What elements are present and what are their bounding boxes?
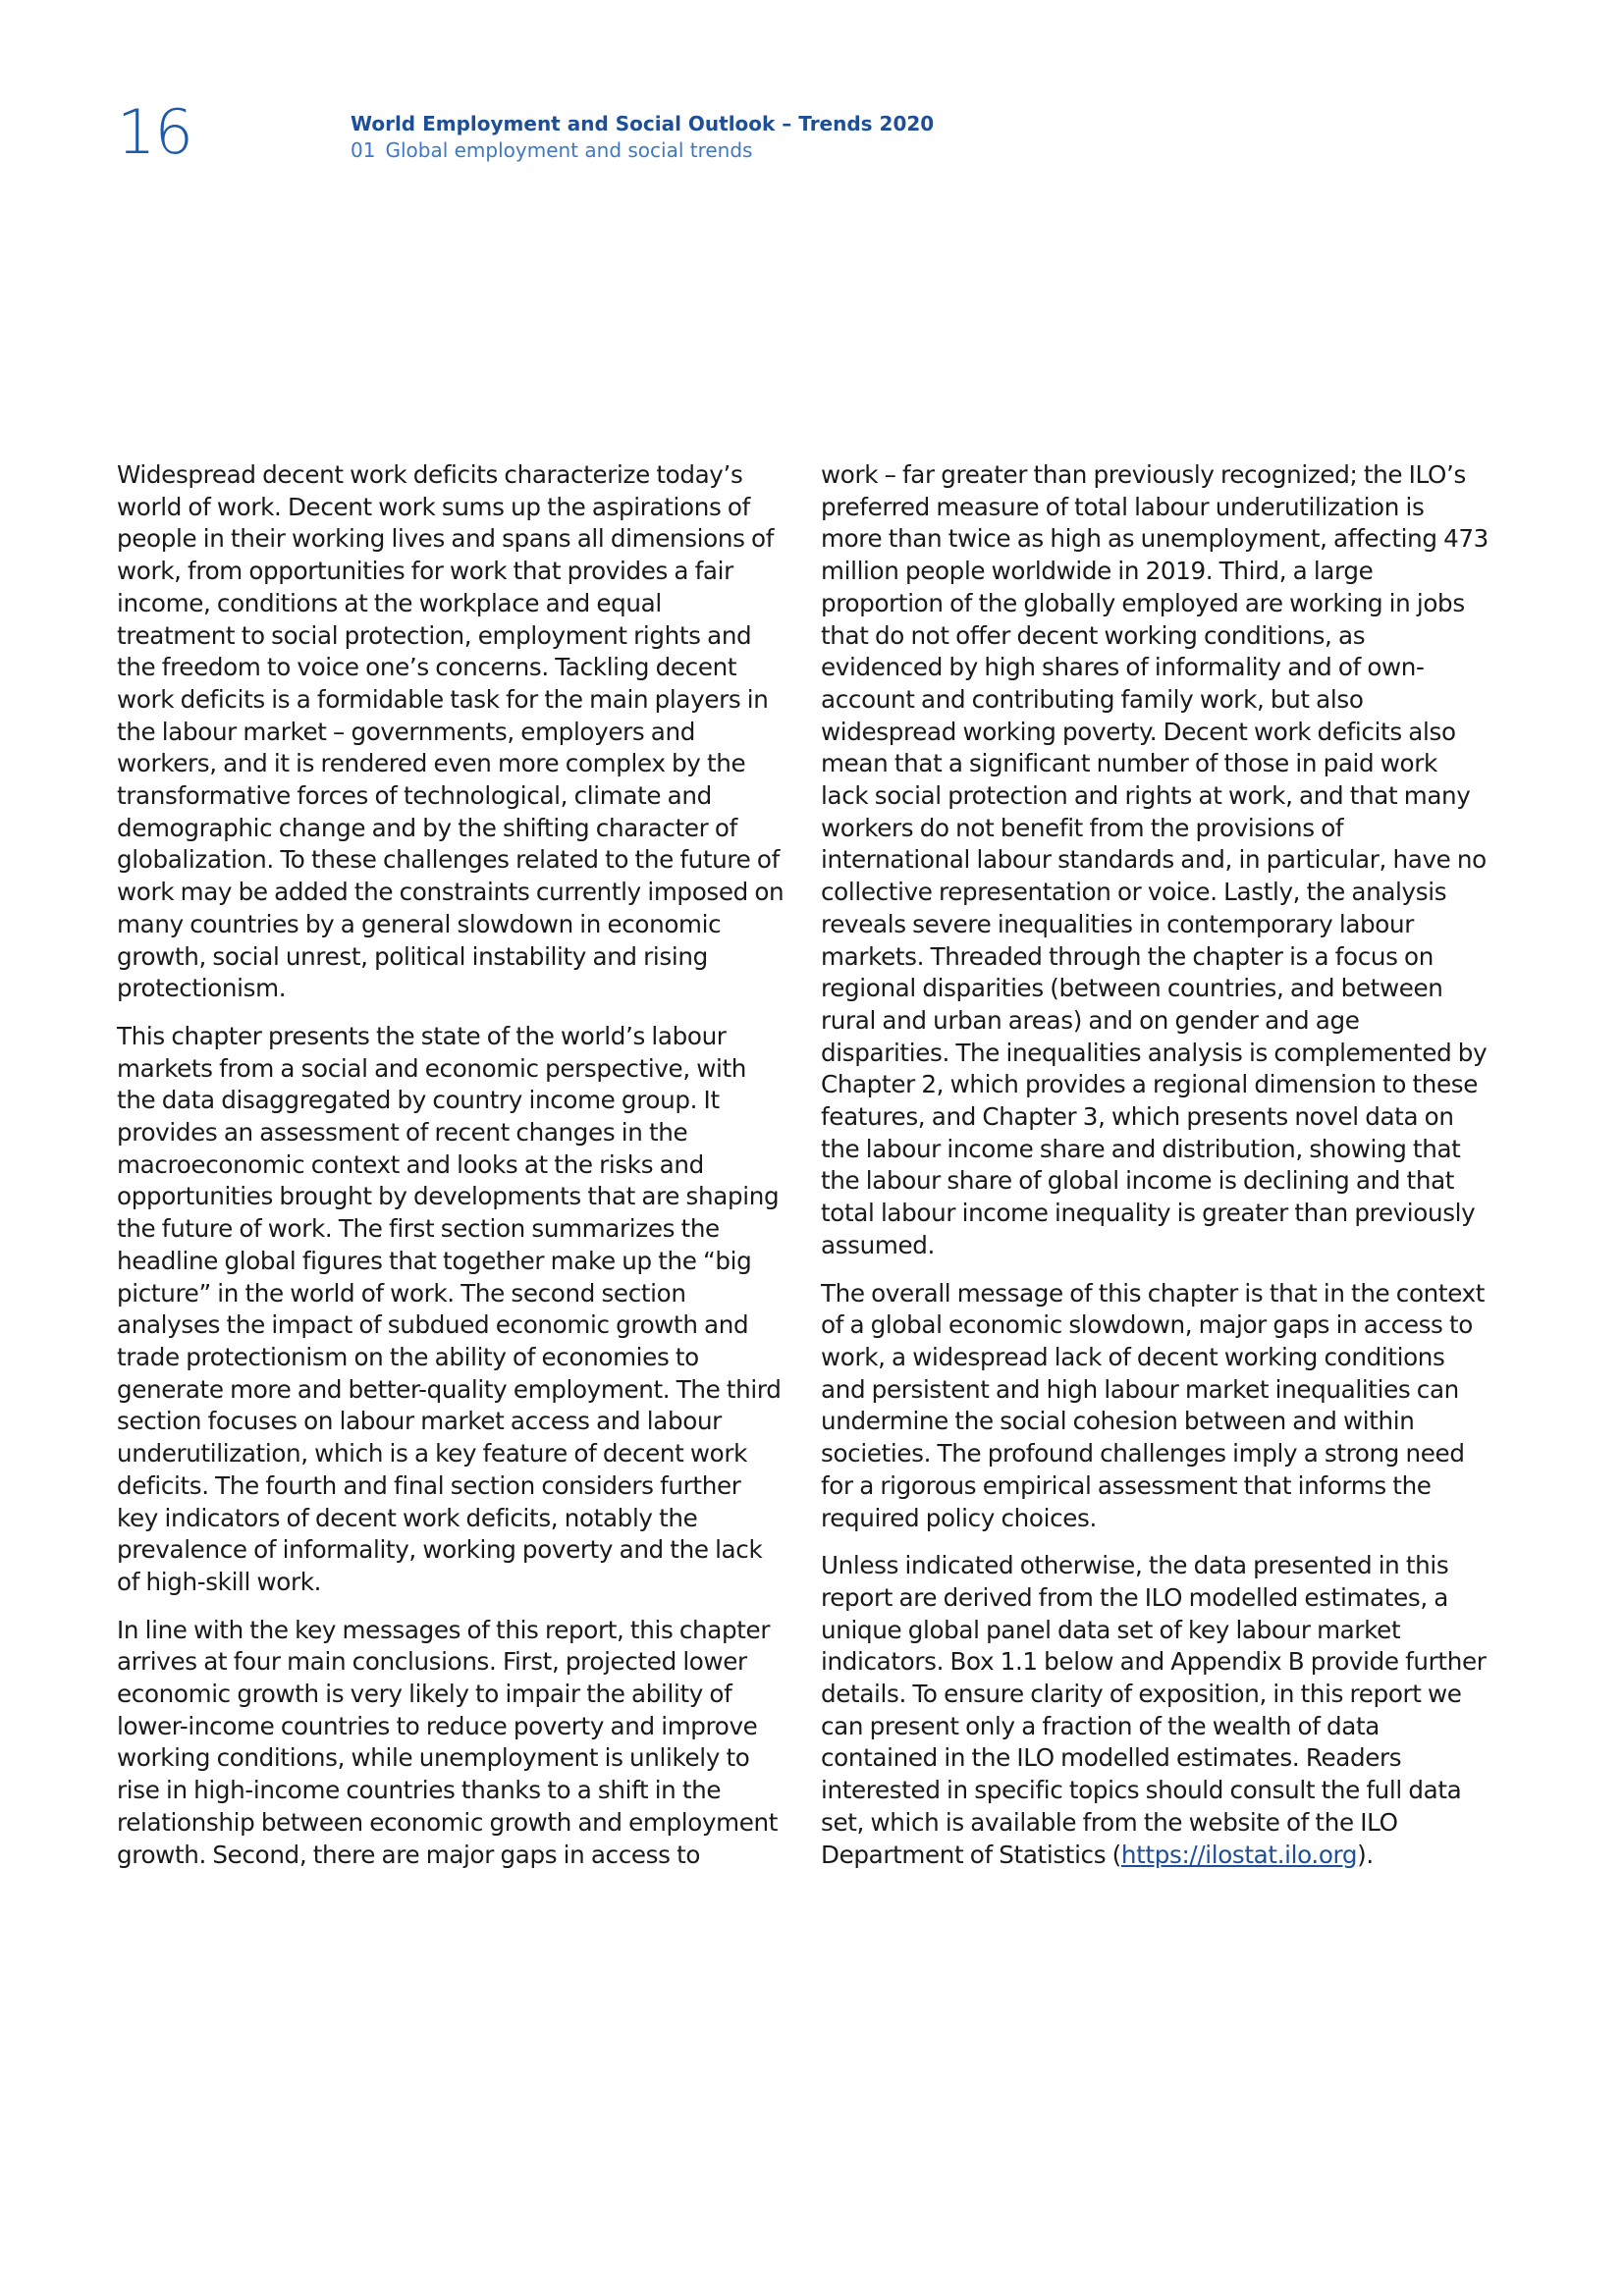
chapter-number: 01 xyxy=(351,138,376,162)
body-paragraph: work – far greater than previously recognized; the ILO’s preferred measure of total labour underutilization is more than twice as high as unemployment, affecting 473 million people worldwide in 2019. Third, a large proportion of the globally employed are working in jobs that do not offer decent working conditions, as evidenced by high shares of informality and of own-account and contributing family work, but also widespread working poverty. Decent work deficits also mean that a significant number of those in paid work lack social protection and rights at work, and that many workers do not benefit from the provisions of international labour standards and, in particular, have no collective representation or voice. Lastly, the analysis reveals severe inequalities in contemporary labour markets. Threaded through the chapter is a focus on regional disparities (between countries, and between rural and urban areas) and on gender and age disparities. The inequalities analysis is complemented by Chapter 2, which provides a regional dimension to these features, and Chapter 3, which presents novel data on the labour income share and distribution, showing that the labour share of global income is declining and that total labour income inequality is greater than previously assumed. xyxy=(821,460,1489,1259)
body-paragraph xyxy=(821,1550,1489,1871)
chapter-title: Global employment and social trends xyxy=(385,138,753,162)
body-paragraph: Widespread decent work deficits characterize today’s world of work. Decent work sums up the aspirations of people in their working lives and spans all dimensions of work, from opportunities for work that provides a fair income, conditions at the workplace and equal treatment to social protection, employment rights and the freedom to voice one’s concerns. Tackling decent work deficits is a formidable task for the main players in the labour market – governments, employers and workers, and it is rendered even more complex by the transformative forces of technological, climate and demographic change and by the shifting character of globalization. To these challenges related to the future of work may be added the constraints currently imposed on many countries by a general slowdown in economic growth, social unrest, political instability and rising protectionism. xyxy=(117,460,785,1003)
report-title: World Employment and Social Outlook – Trends 2020 xyxy=(351,112,935,135)
paragraph-text: Unless indicated otherwise, the data presented in this report are derived from the ILO modelled estimates, a unique global panel data set of key labour market indicators. Box 1.1 below and Appendix B provide further details. To ensure clarity of exposition, in this report we can present only a fraction of the wealth of data contained in the ILO modelled estimates. Readers interested in specific topics should consult the full data set, which is available from the website of the ILO Department of Statistics ( xyxy=(821,1551,1487,1869)
chapter-heading xyxy=(351,136,934,164)
body-paragraph: The overall message of this chapter is that in the context of a global economic slowdown, major gaps in access to work, a widespread lack of decent working conditions and persistent and high labour market inequalities can undermine the social cohesion between and within societies. The profound challenges imply a strong need for a rigorous empirical assessment that informs the required policy choices. xyxy=(821,1278,1486,1532)
body-paragraph: This chapter presents the state of the world’s labour markets from a social and economic perspective, with the data disaggregated by country income group. It provides an assessment of recent changes in the macroeconomic context and looks at the risks and opportunities brought by developments that are shaping the future of work. The first section summarizes the headline global figures that together make up the “big picture” in the world of work. The second section analyses the impact of subdued economic growth and trade protectionism on the ability of economies to generate more and better-quality employment. The third section focuses on labour market access and labour underutilization, which is a key feature of decent work deficits. The fourth and final section considers further key indicators of decent work deficits, notably the prevalence of informality, working poverty and the lack of high-skill work. xyxy=(117,1021,782,1596)
running-header xyxy=(351,111,934,164)
left-column xyxy=(117,459,785,1887)
body-paragraph: In line with the key messages of this report, this chapter arrives at four main conclusions. First, projected lower economic growth is very likely to impair the ability of lower-income countries to reduce poverty and improve working conditions, while unemployment is unlikely to rise in high-income countries thanks to a shift in the relationship between economic growth and employment growth. Second, there are major gaps in access to xyxy=(117,1615,779,1869)
ilostat-link[interactable]: https://ilostat.ilo.org xyxy=(1120,1840,1358,1869)
paragraph-text: ). xyxy=(1357,1840,1374,1869)
right-column xyxy=(821,459,1489,1887)
page-number: 16 xyxy=(117,96,192,168)
